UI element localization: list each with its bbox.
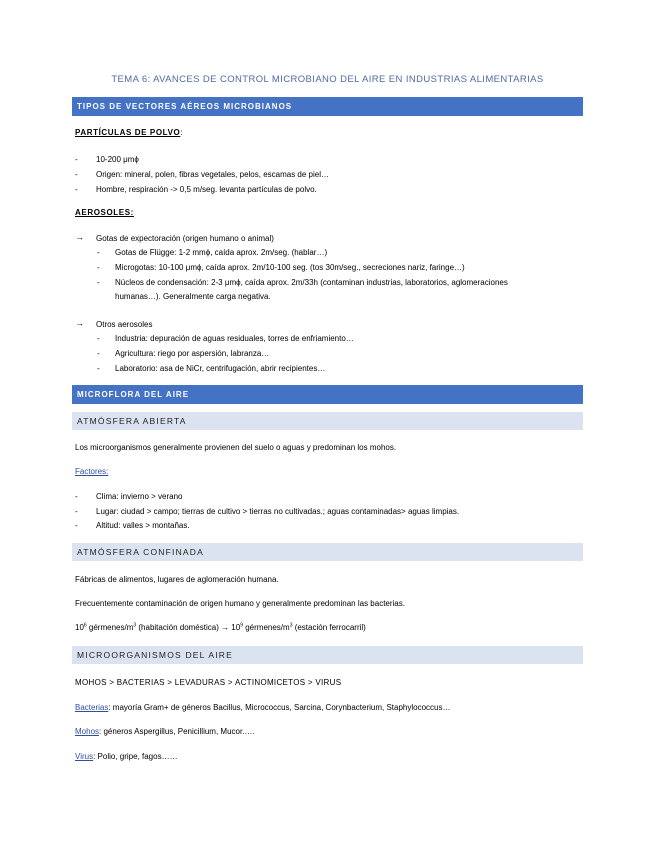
aerosoles-heading	[75, 208, 134, 217]
gotas-subitem-3: Núcleos de condensación: 2-3 μmϕ, caída aprox. 2m/33h (contaminan industrias, laboratorios, aglomeraciones	[115, 278, 508, 287]
section-heading-microflora: MICROFLORA DEL AIRE	[72, 385, 583, 404]
bullet-dash: -	[75, 185, 78, 194]
mohos-link: Mohos	[75, 727, 100, 736]
confinada-p1: Fábricas de alimentos, lugares de aglomeración humana.	[75, 575, 279, 584]
otros-subitem-3: Laboratorio: asa de NiCr, centrifugación, abrir recipientes…	[115, 364, 326, 373]
factores-link: Factores:	[75, 467, 109, 476]
polvo-label: PARTÍCULAS DE POLVO	[75, 128, 181, 137]
p3-exp-a: 6	[83, 622, 87, 629]
otros-subitem-1: Industria: depuración de aguas residuales, torres de enfriamiento…	[115, 334, 354, 343]
bullet-dash: -	[97, 263, 100, 272]
bullet-dash: -	[97, 248, 100, 257]
bullet-dash: -	[97, 364, 100, 373]
factor-lugar: Lugar: ciudad > campo; tierras de cultivo > tierras no cultivadas.; aguas contaminadas> aguas limpias.	[96, 507, 460, 516]
polvo-bullet-1: 10-200 μmϕ	[96, 155, 139, 164]
bullet-dash: -	[97, 278, 100, 287]
factor-clima: Clima: invierno > verano	[96, 492, 183, 501]
factor-altitud: Altitud: valles > montañas.	[96, 521, 190, 530]
bullet-dash: -	[75, 507, 78, 516]
subheading-atmosfera-abierta: ATMÓSFERA ABIERTA	[72, 412, 583, 430]
subheading-microorganismos: MICROORGANISMOS DEL AIRE	[72, 646, 583, 664]
document-title: TEMA 6: AVANCES DE CONTROL MICROBIANO DEL AIRE EN INDUSTRIAS ALIMENTARIAS	[111, 74, 544, 85]
polvo-colon: :	[180, 128, 183, 137]
confinada-p3	[75, 623, 366, 632]
mohos-line	[75, 727, 255, 736]
polvo-bullet-3: Hombre, respiración -> 0,5 m/seg. levanta partículas de polvo.	[96, 185, 317, 194]
bullet-dash: -	[97, 334, 100, 343]
polvo-heading	[75, 128, 183, 137]
p3-exp-c: 9	[240, 622, 243, 629]
aerosoles-label: AEROSOLES:	[75, 208, 134, 217]
bullet-dash: -	[75, 170, 78, 179]
gotas-subitem-2: Microgotas: 10-100 μmϕ, caída aprox. 2m/10-100 seg. (tos 30m/seg., secreciones nariz, faringe…)	[115, 263, 465, 272]
p3-exp-b: 3	[133, 622, 137, 629]
bullet-dash: -	[97, 349, 100, 358]
confinada-p2: Frecuentemente contaminación de origen humano y generalmente predominan las bacterias.	[75, 599, 405, 608]
subheading-atmosfera-confinada: ATMÓSFERA CONFINADA	[72, 543, 583, 561]
bacterias-link: Bacterias	[75, 703, 109, 712]
p3-part-a: 10	[75, 623, 84, 632]
arrow-bullet-icon: →	[75, 318, 84, 328]
bacterias-line	[75, 703, 451, 712]
gotas-subitem-3-cont: humanas…). Generalmente carga negativa.	[115, 292, 271, 301]
p3-part-d: gérmenes/m	[243, 623, 290, 632]
gotas-item: Gotas de expectoración (origen humano o animal)	[96, 234, 274, 243]
micro-order: MOHOS > BACTERIAS > LEVADURAS > ACTINOMICETOS > VIRUS	[75, 678, 342, 687]
arrow-bullet-icon: →	[75, 232, 84, 242]
p3-exp-d: 3	[289, 622, 293, 629]
abierta-text: Los microorganismos generalmente provienen del suelo o aguas y predominan los mohos.	[75, 443, 397, 452]
bullet-dash: -	[75, 521, 78, 530]
polvo-bullet-2: Origen: mineral, polen, fibras vegetales, pelos, escamas de piel…	[96, 170, 330, 179]
otros-subitem-2: Agricultura: riego por aspersión, labranza…	[115, 349, 270, 358]
p3-part-b: gérmenes/m	[86, 623, 134, 632]
mohos-text: : géneros Aspergillus, Penicillium, Mucor.….	[99, 727, 255, 736]
bacterias-text: : mayoría Gram+ de géneros Bacillus, Micrococcus, Sarcina, Corynbacterium, Staphylococcus…	[108, 703, 451, 712]
otros-item: Otros aerosoles	[96, 320, 153, 329]
virus-link: Virus	[75, 752, 94, 761]
p3-part-e: (estación ferrocarril)	[292, 623, 366, 632]
p3-part-c: (habitación doméstica) → 10	[136, 623, 241, 632]
bullet-dash: -	[75, 155, 78, 164]
factores-label	[75, 467, 108, 476]
bullet-dash: -	[75, 492, 78, 501]
virus-text: : Polio, gripe, fagos……	[93, 752, 178, 761]
gotas-subitem-1: Gotas de Flügge: 1-2 mmϕ, caída aprox. 2m/seg. (hablar…)	[115, 248, 328, 257]
virus-line	[75, 752, 178, 761]
section-heading-vectores: TIPOS DE VECTORES AÉREOS MICROBIANOS	[72, 97, 583, 116]
